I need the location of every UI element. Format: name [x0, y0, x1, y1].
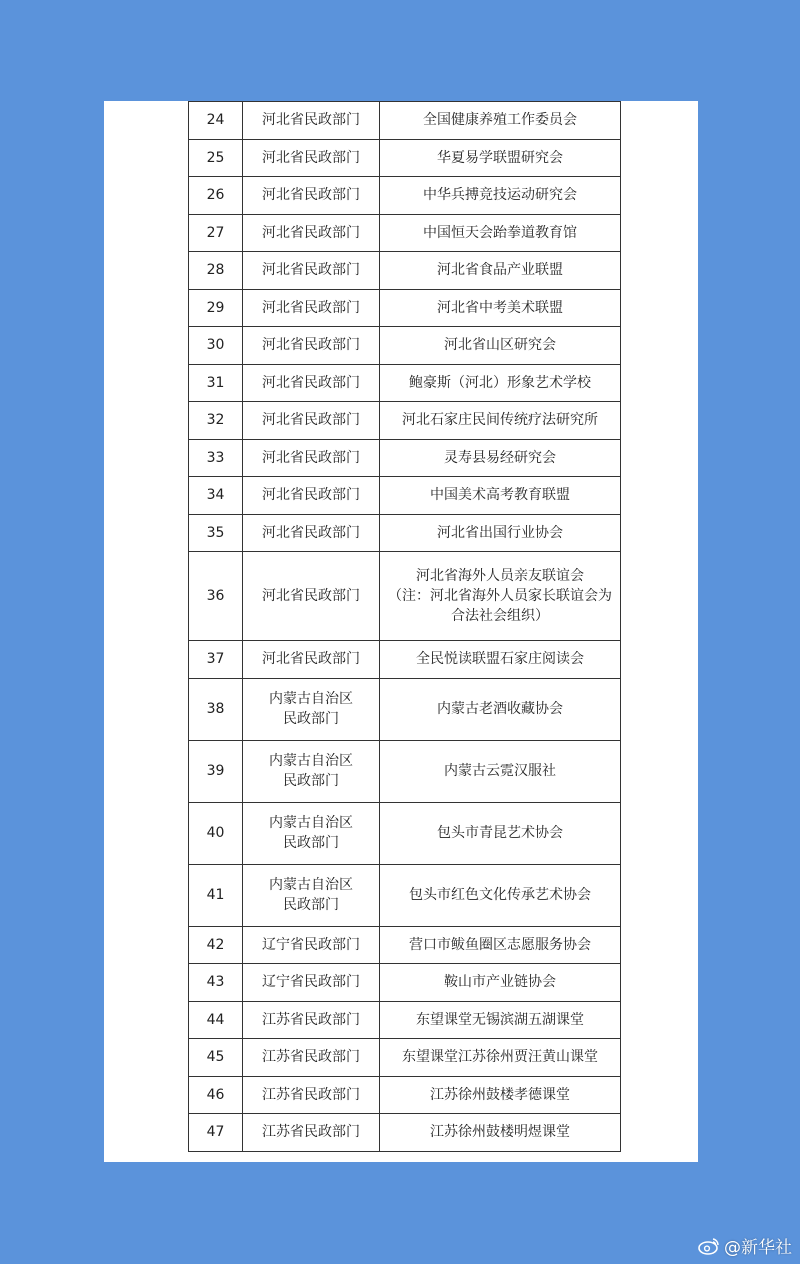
row-number: 28: [189, 252, 243, 290]
organization-line: 全民悦读联盟石家庄阅读会: [416, 651, 584, 668]
row-organization: [380, 139, 621, 177]
table-row: [189, 514, 621, 552]
row-number: 45: [189, 1039, 243, 1077]
row-department: [243, 327, 380, 365]
row-organization: [380, 102, 621, 140]
table-body: [189, 102, 621, 1152]
table-row: [189, 740, 621, 802]
department-line: 江苏省民政部门: [262, 1011, 360, 1028]
row-organization: [380, 327, 621, 365]
row-number: 41: [189, 864, 243, 926]
department-line: 内蒙古自治区: [269, 815, 353, 831]
organization-line: 营口市鲅鱼圈区志愿服务协会: [409, 936, 591, 953]
row-number: 46: [189, 1076, 243, 1114]
department-line: 民政部门: [283, 773, 339, 789]
department-line: 河北省民政部门: [262, 412, 360, 429]
row-number: 40: [189, 802, 243, 864]
table-row: [189, 289, 621, 327]
table-row: [189, 864, 621, 926]
organization-table: [188, 101, 621, 1152]
table-row: [189, 214, 621, 252]
organization-line: 河北省山区研究会: [444, 337, 556, 354]
organization-line: 全国健康养殖工作委员会: [423, 112, 577, 129]
department-line: 河北省民政部门: [262, 449, 360, 466]
row-department: [243, 102, 380, 140]
row-organization: [380, 477, 621, 515]
weibo-icon: [698, 1237, 720, 1255]
row-number: 38: [189, 678, 243, 740]
table-row: [189, 252, 621, 290]
row-organization: [380, 1076, 621, 1114]
department-line: 河北省民政部门: [262, 524, 360, 541]
row-organization: [380, 252, 621, 290]
row-number: 44: [189, 1001, 243, 1039]
row-organization: [380, 964, 621, 1002]
row-department: [243, 1001, 380, 1039]
row-department: [243, 514, 380, 552]
department-line: 民政部门: [283, 835, 339, 851]
table-row: [189, 1001, 621, 1039]
row-number: 42: [189, 926, 243, 964]
row-department: [243, 139, 380, 177]
row-organization: [380, 740, 621, 802]
department-line: 河北省民政部门: [262, 374, 360, 391]
row-organization: [380, 1114, 621, 1152]
row-department: [243, 926, 380, 964]
row-organization: [380, 289, 621, 327]
organization-line: 河北省食品产业联盟: [437, 262, 563, 279]
row-department: [243, 864, 380, 926]
table-row: [189, 802, 621, 864]
row-department: [243, 641, 380, 679]
department-line: 河北省民政部门: [262, 588, 360, 604]
row-organization: [380, 402, 621, 440]
table-row: [189, 964, 621, 1002]
row-organization: [380, 1039, 621, 1077]
department-line: 内蒙古自治区: [269, 691, 353, 707]
row-organization: [380, 926, 621, 964]
row-number: 37: [189, 641, 243, 679]
row-department: [243, 1039, 380, 1077]
department-line: 内蒙古自治区: [269, 877, 353, 893]
table-row: [189, 641, 621, 679]
document-sheet: [104, 101, 698, 1162]
table-row: [189, 477, 621, 515]
table-row: [189, 1076, 621, 1114]
organization-line: 合法社会组织）: [451, 608, 549, 624]
department-line: 民政部门: [283, 711, 339, 727]
row-number: 47: [189, 1114, 243, 1152]
department-line: 河北省民政部门: [262, 299, 360, 316]
row-department: [243, 364, 380, 402]
row-department: [243, 740, 380, 802]
row-number: 24: [189, 102, 243, 140]
department-line: 民政部门: [283, 897, 339, 913]
row-department: [243, 214, 380, 252]
department-line: 河北省民政部门: [262, 337, 360, 354]
row-number: 27: [189, 214, 243, 252]
table-row: [189, 439, 621, 477]
row-organization: [380, 802, 621, 864]
row-organization: [380, 439, 621, 477]
row-department: [243, 1114, 380, 1152]
row-department: [243, 439, 380, 477]
department-line: 辽宁省民政部门: [262, 936, 360, 953]
table-row: [189, 327, 621, 365]
department-line: 河北省民政部门: [262, 651, 360, 668]
row-number: 25: [189, 139, 243, 177]
table-row: [189, 402, 621, 440]
organization-line: 包头市红色文化传承艺术协会: [409, 887, 591, 903]
row-number: 31: [189, 364, 243, 402]
row-department: [243, 252, 380, 290]
organization-line: 河北石家庄民间传统疗法研究所: [402, 412, 598, 429]
department-line: 河北省民政部门: [262, 187, 360, 204]
watermark: [698, 1233, 792, 1258]
table-row: [189, 177, 621, 215]
table-row: [189, 1039, 621, 1077]
table-row: [189, 926, 621, 964]
row-department: [243, 402, 380, 440]
organization-line: 华夏易学联盟研究会: [437, 149, 563, 166]
organization-line: 中国美术高考教育联盟: [430, 487, 570, 504]
row-department: [243, 552, 380, 641]
row-organization: [380, 514, 621, 552]
row-number: 36: [189, 552, 243, 641]
department-line: 河北省民政部门: [262, 149, 360, 166]
row-number: 33: [189, 439, 243, 477]
row-department: [243, 477, 380, 515]
department-line: 河北省民政部门: [262, 262, 360, 279]
organization-line: 河北省海外人员亲友联谊会: [416, 568, 584, 584]
row-number: 35: [189, 514, 243, 552]
department-line: 河北省民政部门: [262, 487, 360, 504]
row-number: 29: [189, 289, 243, 327]
organization-line: 中国恒天会跆拳道教育馆: [423, 224, 577, 241]
row-organization: [380, 214, 621, 252]
table-row: [189, 364, 621, 402]
row-organization: [380, 177, 621, 215]
department-line: 江苏省民政部门: [262, 1049, 360, 1066]
row-number: 39: [189, 740, 243, 802]
row-department: [243, 177, 380, 215]
organization-line: 内蒙古老酒收藏协会: [437, 701, 563, 717]
organization-line: 江苏徐州鼓楼明煜课堂: [430, 1124, 570, 1141]
row-organization: [380, 678, 621, 740]
row-organization: [380, 1001, 621, 1039]
row-number: 26: [189, 177, 243, 215]
organization-line: 河北省中考美术联盟: [437, 299, 563, 316]
organization-line: 鲍豪斯（河北）形象艺术学校: [409, 374, 591, 391]
organization-line: 江苏徐州鼓楼孝德课堂: [430, 1086, 570, 1103]
organization-line: 东望课堂江苏徐州贾汪黄山课堂: [402, 1049, 598, 1066]
row-department: [243, 802, 380, 864]
row-department: [243, 1076, 380, 1114]
organization-line: 中华兵搏竞技运动研究会: [423, 187, 577, 204]
row-organization: [380, 864, 621, 926]
table-row: [189, 552, 621, 641]
department-line: 内蒙古自治区: [269, 753, 353, 769]
row-organization: [380, 364, 621, 402]
watermark-text: @新华社: [724, 1238, 792, 1258]
row-organization: [380, 641, 621, 679]
row-department: [243, 964, 380, 1002]
organization-line: 鞍山市产业链协会: [444, 974, 556, 991]
table-row: [189, 1114, 621, 1152]
row-number: 32: [189, 402, 243, 440]
organization-line: 内蒙古云霓汉服社: [444, 763, 556, 779]
organization-line: （注：河北省海外人员家长联谊会为: [388, 588, 612, 604]
department-line: 河北省民政部门: [262, 224, 360, 241]
organization-line: 东望课堂无锡滨湖五湖课堂: [416, 1011, 584, 1028]
row-department: [243, 289, 380, 327]
department-line: 江苏省民政部门: [262, 1124, 360, 1141]
row-number: 30: [189, 327, 243, 365]
organization-line: 灵寿县易经研究会: [444, 449, 556, 466]
row-organization: [380, 552, 621, 641]
row-department: [243, 678, 380, 740]
row-number: 34: [189, 477, 243, 515]
department-line: 江苏省民政部门: [262, 1086, 360, 1103]
table-row: [189, 102, 621, 140]
table-row: [189, 678, 621, 740]
department-line: 辽宁省民政部门: [262, 974, 360, 991]
department-line: 河北省民政部门: [262, 112, 360, 129]
organization-line: 包头市青昆艺术协会: [437, 825, 563, 841]
row-number: 43: [189, 964, 243, 1002]
organization-line: 河北省出国行业协会: [437, 524, 563, 541]
table-row: [189, 139, 621, 177]
